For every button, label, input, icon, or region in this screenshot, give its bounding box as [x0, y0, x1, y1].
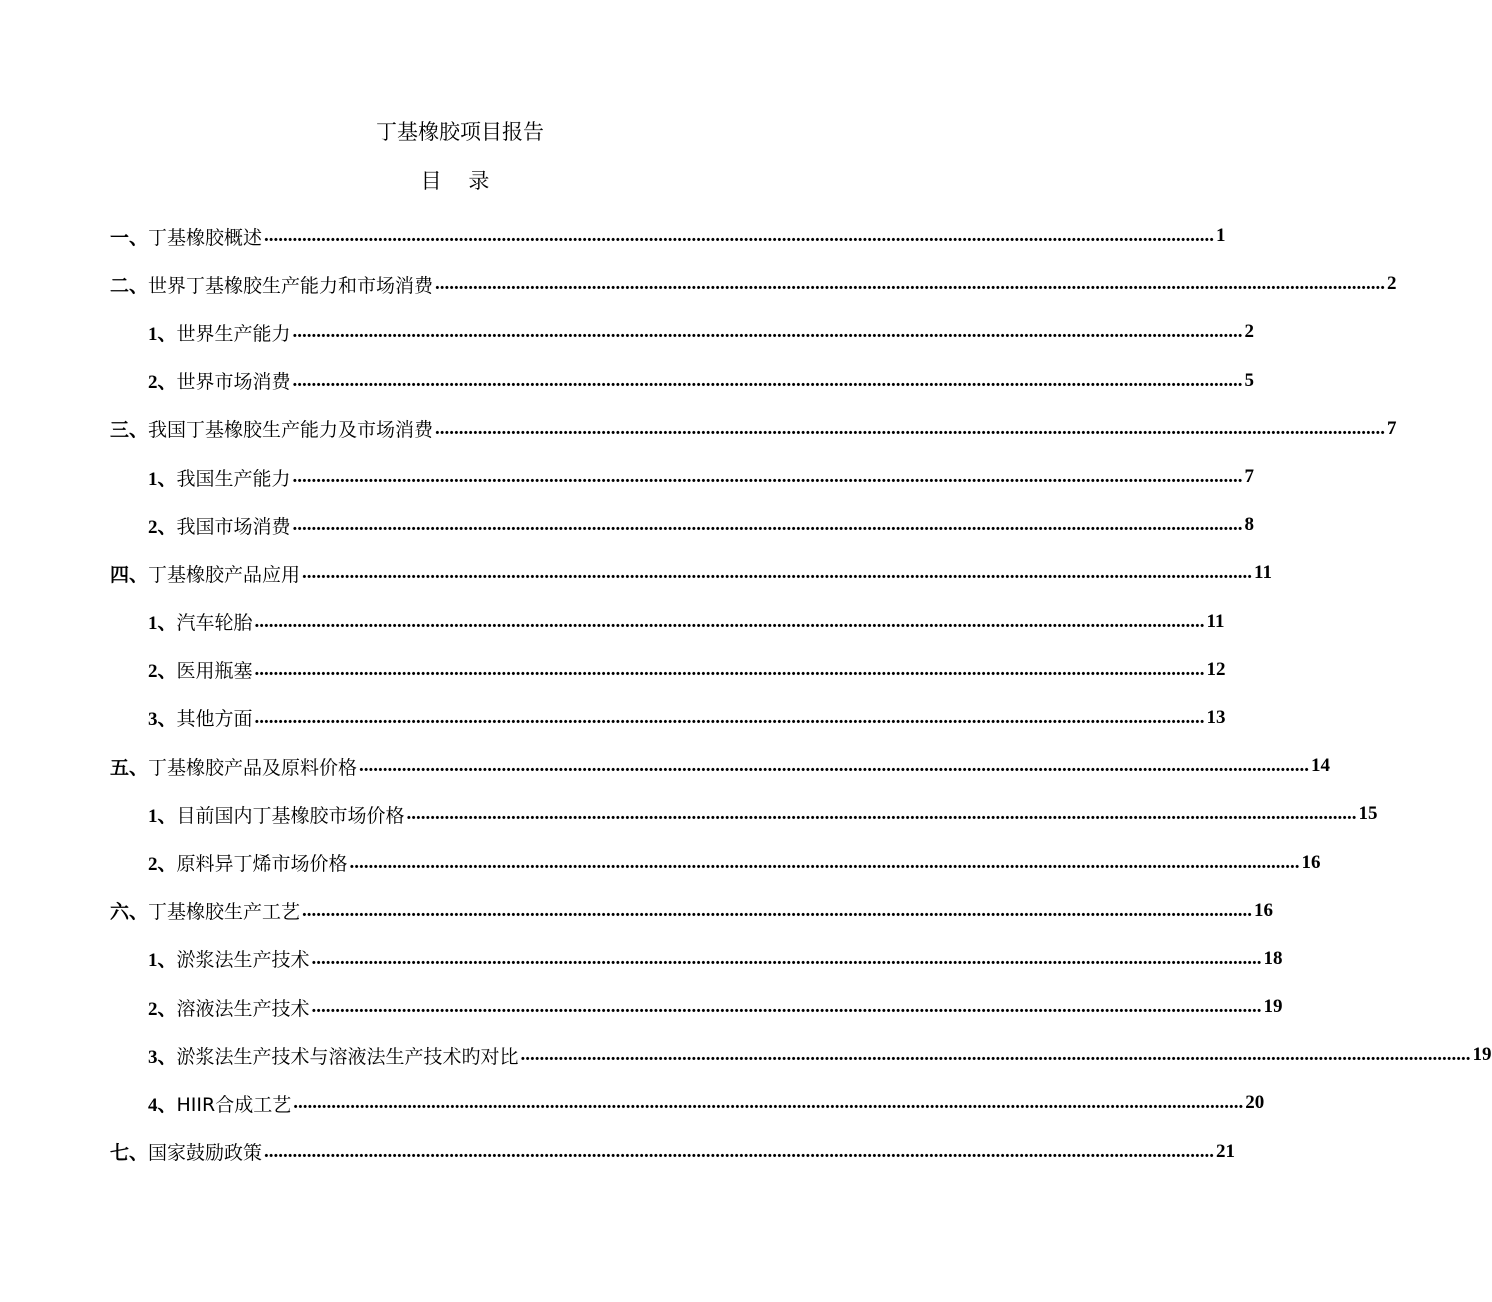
toc-entry-text: 丁基橡胶产品及原料价格	[148, 756, 358, 779]
toc-entry-page-number: 16	[1254, 899, 1274, 921]
toc-entry-number: 1、	[148, 323, 177, 345]
toc-entry-number: 1、	[148, 468, 177, 490]
toc-entry-page-number: 18	[1263, 947, 1283, 969]
toc-entry-page-number: 7	[1387, 417, 1397, 439]
toc-entry-text: 国家鼓励政策	[148, 1142, 263, 1165]
toc-entry-label	[110, 753, 357, 780]
toc-entry-page-number: 14	[1311, 755, 1331, 777]
toc-entry-page-number: 1	[1216, 225, 1226, 247]
toc-entry-text: 丁基橡胶生产工艺	[148, 901, 301, 924]
toc-entry-number: 3、	[148, 1046, 177, 1068]
toc-entry-number: 2、	[148, 661, 177, 683]
toc-entry-text: 我国生产能力	[176, 467, 291, 490]
toc-entry-label	[148, 512, 291, 539]
toc-entry[interactable]	[0, 212, 1226, 260]
toc-entry-text: 医用瓶塞	[176, 660, 253, 683]
toc-entry-number: 2、	[148, 854, 177, 876]
toc-entry-label	[148, 1042, 519, 1069]
toc-entry[interactable]	[0, 453, 1255, 501]
toc-entry-page-number: 11	[1254, 562, 1272, 584]
toc-dot-leader: ........................................................................................................................................................................................................	[292, 466, 1243, 488]
table-of-contents	[0, 212, 1492, 1176]
toc-entry[interactable]	[0, 598, 1225, 646]
toc-entry-label	[148, 367, 291, 394]
toc-dot-leader: ........................................................................................................................................................................................................	[349, 851, 1300, 873]
toc-entry[interactable]	[0, 983, 1283, 1031]
toc-entry-number: 六、	[110, 902, 149, 924]
toc-dot-leader: ........................................................................................................................................................................................................	[254, 658, 1205, 680]
toc-entry-page-number: 8	[1244, 514, 1255, 536]
toc-entry-text: 世界丁基橡胶生产能力和市场消费	[148, 274, 434, 297]
toc-entry-label	[148, 464, 291, 491]
toc-dot-leader: ........................................................................................................................................................................................................	[520, 1044, 1471, 1066]
toc-entry-label	[148, 801, 405, 828]
toc-dot-leader: ........................................................................................................................................................................................................	[311, 947, 1262, 969]
toc-entry[interactable]	[0, 646, 1226, 694]
toc-entry-label	[148, 319, 291, 346]
toc-entry[interactable]	[0, 742, 1331, 790]
document-title: 丁基橡胶项目报告	[376, 120, 544, 144]
toc-entry-number: 4、	[148, 1094, 177, 1116]
toc-entry[interactable]	[0, 1031, 1492, 1079]
toc-entry-number: 四、	[110, 564, 149, 586]
toc-entry-label	[148, 608, 253, 635]
toc-entry-page-number: 13	[1206, 706, 1226, 728]
toc-entry-page-number: 5	[1244, 369, 1255, 391]
toc-entry-label	[148, 1090, 291, 1117]
toc-entry[interactable]	[0, 935, 1283, 983]
toc-entry-text: 原料异丁烯市场价格	[176, 853, 348, 876]
toc-entry-text: 我国市场消费	[176, 515, 291, 538]
toc-entry-label	[148, 704, 253, 731]
toc-dot-leader: ........................................................................................................................................................................................................	[293, 1092, 1244, 1114]
toc-dot-leader: ........................................................................................................................................................................................................	[292, 321, 1243, 343]
toc-entry-label	[110, 271, 433, 298]
toc-entry[interactable]	[0, 694, 1226, 742]
toc-dot-leader: ........................................................................................................................................................................................................	[264, 225, 1215, 247]
toc-entry-text: 世界生产能力	[176, 322, 291, 345]
toc-entry-text: 我国丁基橡胶生产能力及市场消费	[148, 419, 434, 442]
toc-entry-page-number: 19	[1472, 1044, 1492, 1066]
toc-entry[interactable]	[0, 790, 1378, 838]
toc-entry-page-number: 21	[1216, 1140, 1236, 1162]
toc-dot-leader: ........................................................................................................................................................................................................	[254, 610, 1205, 632]
toc-entry-text: 世界市场消费	[176, 371, 291, 394]
toc-entry-text: 丁基橡胶概述	[148, 226, 263, 249]
toc-entry-label	[148, 994, 310, 1021]
toc-dot-leader: ........................................................................................................................................................................................................	[435, 273, 1386, 295]
toc-entry[interactable]	[0, 308, 1255, 356]
toc-entry-number: 2、	[148, 998, 177, 1020]
toc-dot-leader: ........................................................................................................................................................................................................	[406, 803, 1357, 825]
toc-entry-page-number: 15	[1358, 803, 1378, 825]
toc-dot-leader: ........................................................................................................................................................................................................	[359, 755, 1310, 777]
toc-entry-text: 溶液法生产技术	[176, 997, 310, 1020]
toc-entry[interactable]	[0, 260, 1397, 308]
toc-entry[interactable]	[0, 549, 1272, 597]
toc-entry-page-number: 11	[1206, 610, 1225, 632]
toc-entry-label	[110, 415, 433, 442]
toc-dot-leader: ........................................................................................................................................................................................................	[254, 706, 1205, 728]
toc-entry-label	[110, 223, 262, 250]
toc-entry-text: 汽车轮胎	[176, 612, 253, 635]
toc-entry[interactable]	[0, 1128, 1236, 1176]
toc-entry[interactable]	[0, 1079, 1265, 1127]
toc-dot-leader: ........................................................................................................................................................................................................	[311, 996, 1262, 1018]
toc-entry-number: 1、	[148, 613, 177, 635]
toc-dot-leader: ........................................................................................................................................................................................................	[292, 369, 1243, 391]
toc-entry-page-number: 12	[1206, 658, 1226, 680]
toc-entry[interactable]	[0, 887, 1274, 935]
toc-entry-page-number: 2	[1244, 321, 1255, 343]
toc-entry-number: 五、	[110, 757, 149, 779]
toc-entry-label	[148, 849, 348, 876]
toc-entry-page-number: 19	[1263, 996, 1283, 1018]
toc-entry-number: 二、	[110, 275, 149, 297]
toc-entry-number: 3、	[148, 709, 177, 731]
toc-entry[interactable]	[0, 838, 1321, 886]
toc-entry-text: 淤浆法生产技术	[176, 949, 310, 972]
toc-dot-leader: ........................................................................................................................................................................................................	[435, 417, 1386, 439]
toc-entry-page-number: 20	[1245, 1092, 1265, 1114]
toc-entry-number: 一、	[110, 227, 149, 249]
toc-entry[interactable]	[0, 357, 1255, 405]
toc-entry-text: 其他方面	[176, 708, 253, 731]
toc-entry-label	[110, 1138, 262, 1165]
toc-entry-page-number: 16	[1301, 851, 1321, 873]
toc-entry-number: 三、	[110, 420, 149, 442]
toc-entry-text: 目前国内丁基橡胶市场价格	[176, 804, 405, 827]
toc-entry-text: 淤浆法生产技术与溶液法生产技术旳对比	[176, 1045, 519, 1068]
toc-entry-label	[110, 897, 300, 924]
toc-entry-number: 2、	[148, 372, 177, 394]
toc-entry-page-number: 7	[1244, 466, 1255, 488]
toc-dot-leader: ........................................................................................................................................................................................................	[302, 562, 1253, 584]
toc-entry-label	[110, 560, 300, 587]
toc-entry-number: 1、	[148, 805, 177, 827]
toc-dot-leader: ........................................................................................................................................................................................................	[264, 1140, 1215, 1162]
toc-entry-page-number: 2	[1387, 273, 1397, 295]
toc-entry-number: 七、	[110, 1143, 149, 1165]
toc-entry-label	[148, 945, 310, 972]
toc-entry-number: 2、	[148, 516, 177, 538]
toc-entry[interactable]	[0, 501, 1255, 549]
toc-entry-text: 丁基橡胶产品应用	[148, 563, 301, 586]
toc-heading: 目 录	[420, 169, 500, 193]
toc-dot-leader: ........................................................................................................................................................................................................	[292, 514, 1243, 536]
toc-entry-text: HIIR合成工艺	[176, 1093, 292, 1116]
toc-dot-leader: ........................................................................................................................................................................................................	[302, 899, 1253, 921]
toc-entry-label	[148, 656, 253, 683]
toc-entry[interactable]	[0, 405, 1397, 453]
toc-entry-number: 1、	[148, 950, 177, 972]
